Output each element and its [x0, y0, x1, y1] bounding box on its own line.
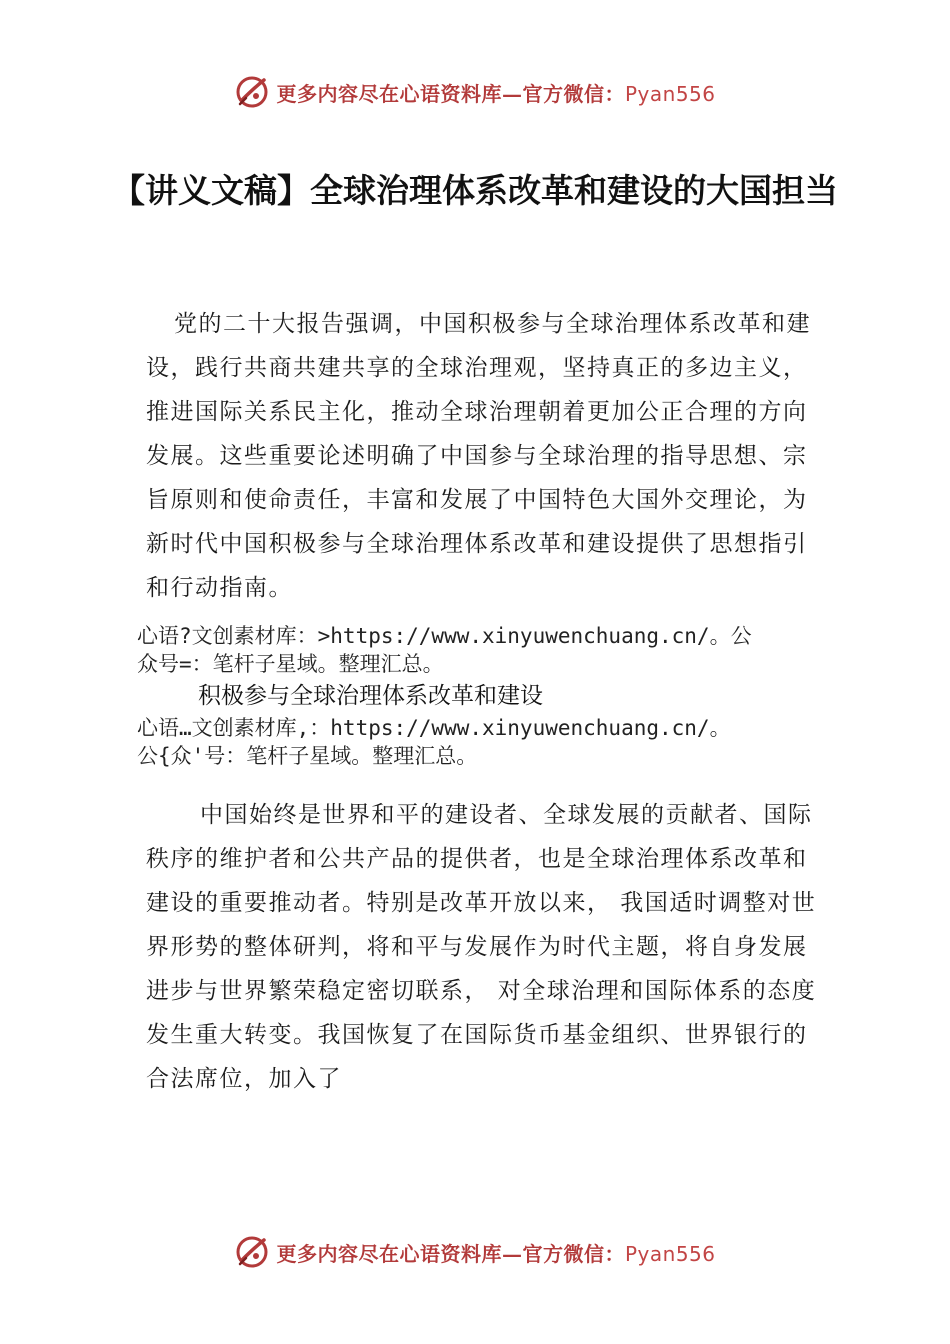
brush-pen-logo-icon [234, 74, 270, 110]
banner-text: 更多内容尽在心语资料库—官方微信：Pyan556 [276, 1241, 716, 1266]
source-note-1-line-2: 众号=：笔杆子星域。整理汇总。 [137, 652, 444, 676]
source-note-1-line-1: 心语?文创素材库：>https://www.xinyuwenchuang.cn/。公 [137, 624, 752, 648]
document-title: 【讲义文稿】全球治理体系改革和建设的大国担当 [112, 171, 838, 210]
banner-text: 更多内容尽在心语资料库—官方微信：Pyan556 [276, 81, 716, 106]
footer-banner [0, 1232, 950, 1272]
source-note-2-line-2: 公{众'号：笔杆子星域。整理汇总。 [137, 744, 478, 768]
body-paragraph-2: 中国始终是世界和平的建设者、全球发展的贡献者、国际秩序的维护者和公共产品的提供者，也是全球治理体系改革和建设的重要推动者。特别是改革开放以来， 我国适时调整对世界形势的整体研判，将和平与发展作为时代主题，将自身发展进步与世界繁荣稳定密切联系， 对全球治理和国际体系的态度发生重大转变。我国恢复了在国际货币基金组织、世界银行的合法席位，加入了 [146, 802, 817, 1092]
brush-pen-logo-icon [234, 1234, 270, 1270]
source-note-2 [137, 714, 837, 770]
source-note-2-line-1: 心语…文创素材库,：https://www.xinyuwenchuang.cn/。 [137, 716, 731, 740]
source-note-1 [137, 622, 837, 678]
body-paragraph-1: 党的二十大报告强调，中国积极参与全球治理体系改革和建设，践行共商共建共享的全球治理观，坚持真正的多边主义，推进国际关系民主化，推动全球治理朝着更加公正合理的方向发展。这些重要论述明确了中国参与全球治理的指导思想、宗旨原则和使命责任，丰富和发展了中国特色大国外交理论，为新时代中国积极参与全球治理体系改革和建设提供了思想指引和行动指南。 [146, 311, 811, 601]
header-banner [0, 72, 950, 112]
section-heading: 积极参与全球治理体系改革和建设 [198, 683, 543, 709]
